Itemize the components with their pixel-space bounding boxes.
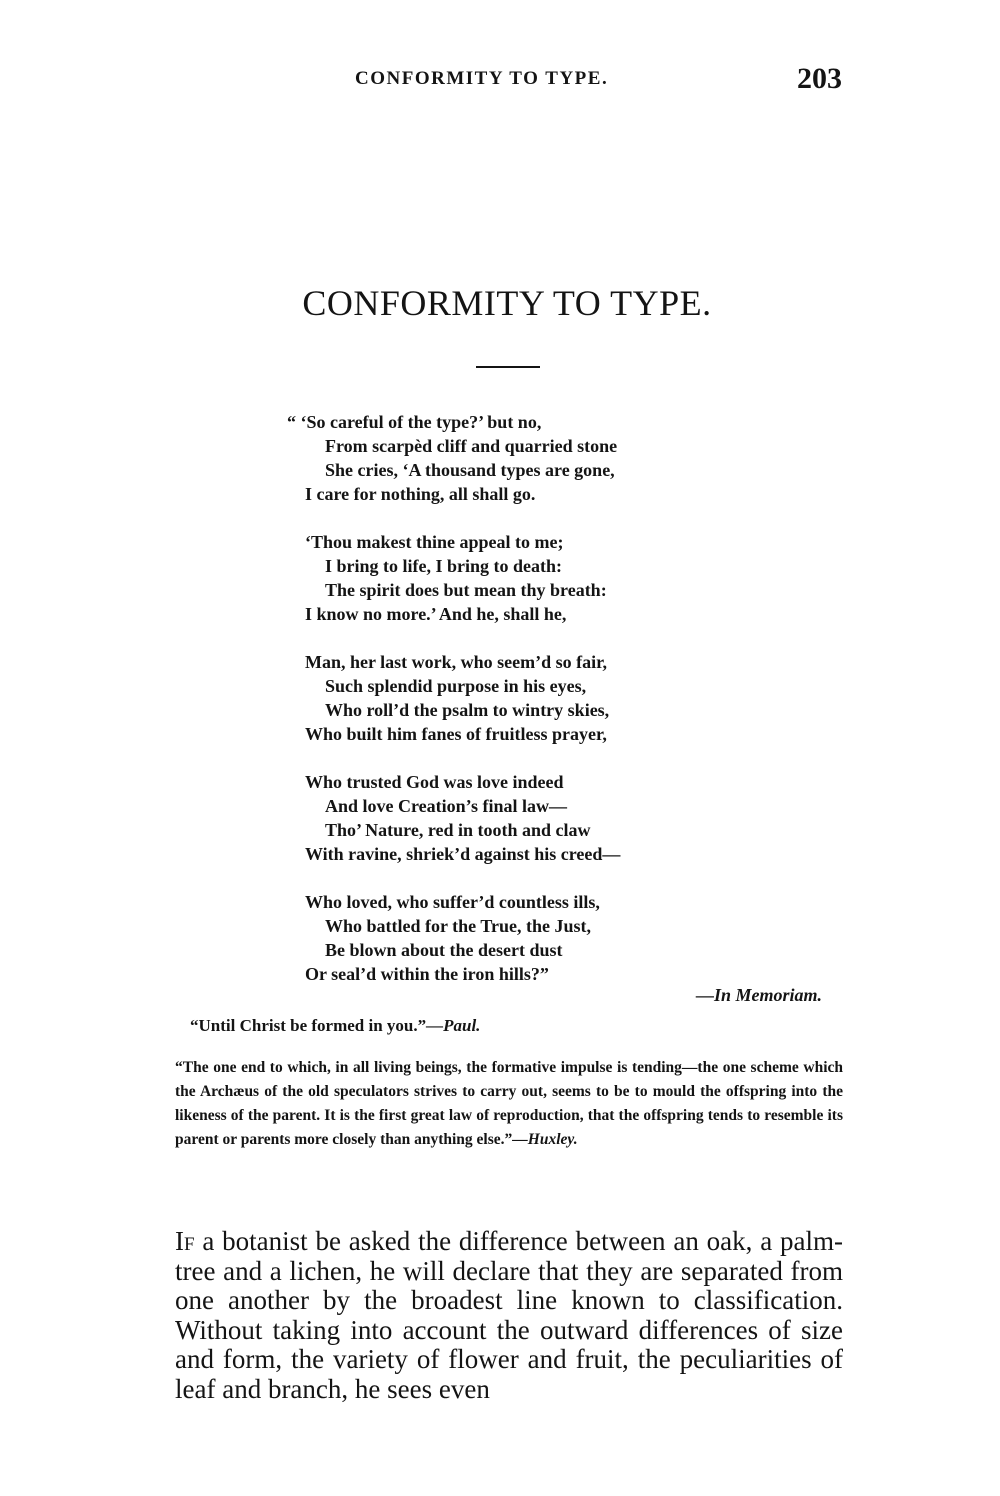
- epigraph-huxley-author: —Huxley.: [512, 1131, 578, 1148]
- poem-stanza: [287, 530, 620, 626]
- poem-line: “ ‘So careful of the type?’ but no,: [287, 412, 542, 432]
- epigraph-paul: [190, 1016, 480, 1036]
- poem-line: She cries, ‘A thousand types are gone,: [325, 460, 615, 480]
- poem-line: Tho’ Nature, red in tooth and claw: [325, 820, 591, 840]
- poem-stanza: [287, 650, 620, 746]
- body-dropcap: If: [175, 1226, 195, 1256]
- epigraph-paul-author: —Paul.: [426, 1016, 481, 1035]
- poem-line: Man, her last work, who seem’d so fair,: [305, 652, 607, 672]
- poem-epigraph: [287, 410, 620, 986]
- poem-stanza: [287, 890, 620, 986]
- poem-stanza: [287, 770, 620, 866]
- poem-line: Such splendid purpose in his eyes,: [325, 676, 587, 696]
- poem-line: Who battled for the True, the Just,: [325, 916, 592, 936]
- poem-line: ‘Thou makest thine appeal to me;: [305, 532, 564, 552]
- poem-line: Be blown about the desert dust: [325, 940, 563, 960]
- running-title: CONFORMITY TO TYPE.: [355, 68, 609, 89]
- poem-line: With ravine, shriek’d against his creed—: [305, 844, 621, 864]
- poem-line: Who roll’d the psalm to wintry skies,: [325, 700, 610, 720]
- body-paragraph-text: a botanist be asked the difference between an oak, a palm-tree and a lichen, he will declare that they are separated from one another by the broadest line known to classification. Without taking into account the outward differences of size and form, the variety of flower and fruit, the peculiarities of leaf and branch, he sees even: [175, 1226, 843, 1404]
- poem-line: And love Creation’s final law—: [325, 796, 568, 816]
- poem-line: The spirit does but mean thy breath:: [325, 580, 607, 600]
- epigraph-paul-quote: “Until Christ be formed in you.”: [190, 1016, 427, 1035]
- poem-line: I care for nothing, all shall go.: [305, 484, 536, 504]
- poem-line: Who built him fanes of fruitless prayer,: [305, 724, 607, 744]
- poem-attribution: —In Memoriam.: [695, 985, 822, 1005]
- poem-line: Or seal’d within the iron hills?”: [305, 964, 549, 984]
- poem-line: I bring to life, I bring to death:: [325, 556, 563, 576]
- page-number: 203: [797, 62, 842, 95]
- epigraph-huxley: [175, 1056, 843, 1152]
- poem-line: I know no more.’ And he, shall he,: [305, 604, 567, 624]
- epigraph-huxley-quote: “The one end to which, in all living beings, the formative impulse is tending—the one scheme which the Archæus of the old speculators strives to carry out, seems to be to mould the offspring into the likeness of the parent. It is the first great law of reproduction, that the offspring tends to resemble its parent or parents more closely than anything else.”: [175, 1059, 843, 1148]
- chapter-title: CONFORMITY TO TYPE.: [302, 283, 712, 323]
- poem-line: From scarpèd cliff and quarried stone: [325, 436, 618, 456]
- poem-stanza: [287, 410, 620, 506]
- title-divider: [476, 366, 540, 368]
- poem-line: Who trusted God was love indeed: [305, 772, 564, 792]
- running-head: [0, 62, 1000, 102]
- poem-line: Who loved, who suffer’d countless ills,: [305, 892, 600, 912]
- body-paragraph: [175, 1227, 843, 1404]
